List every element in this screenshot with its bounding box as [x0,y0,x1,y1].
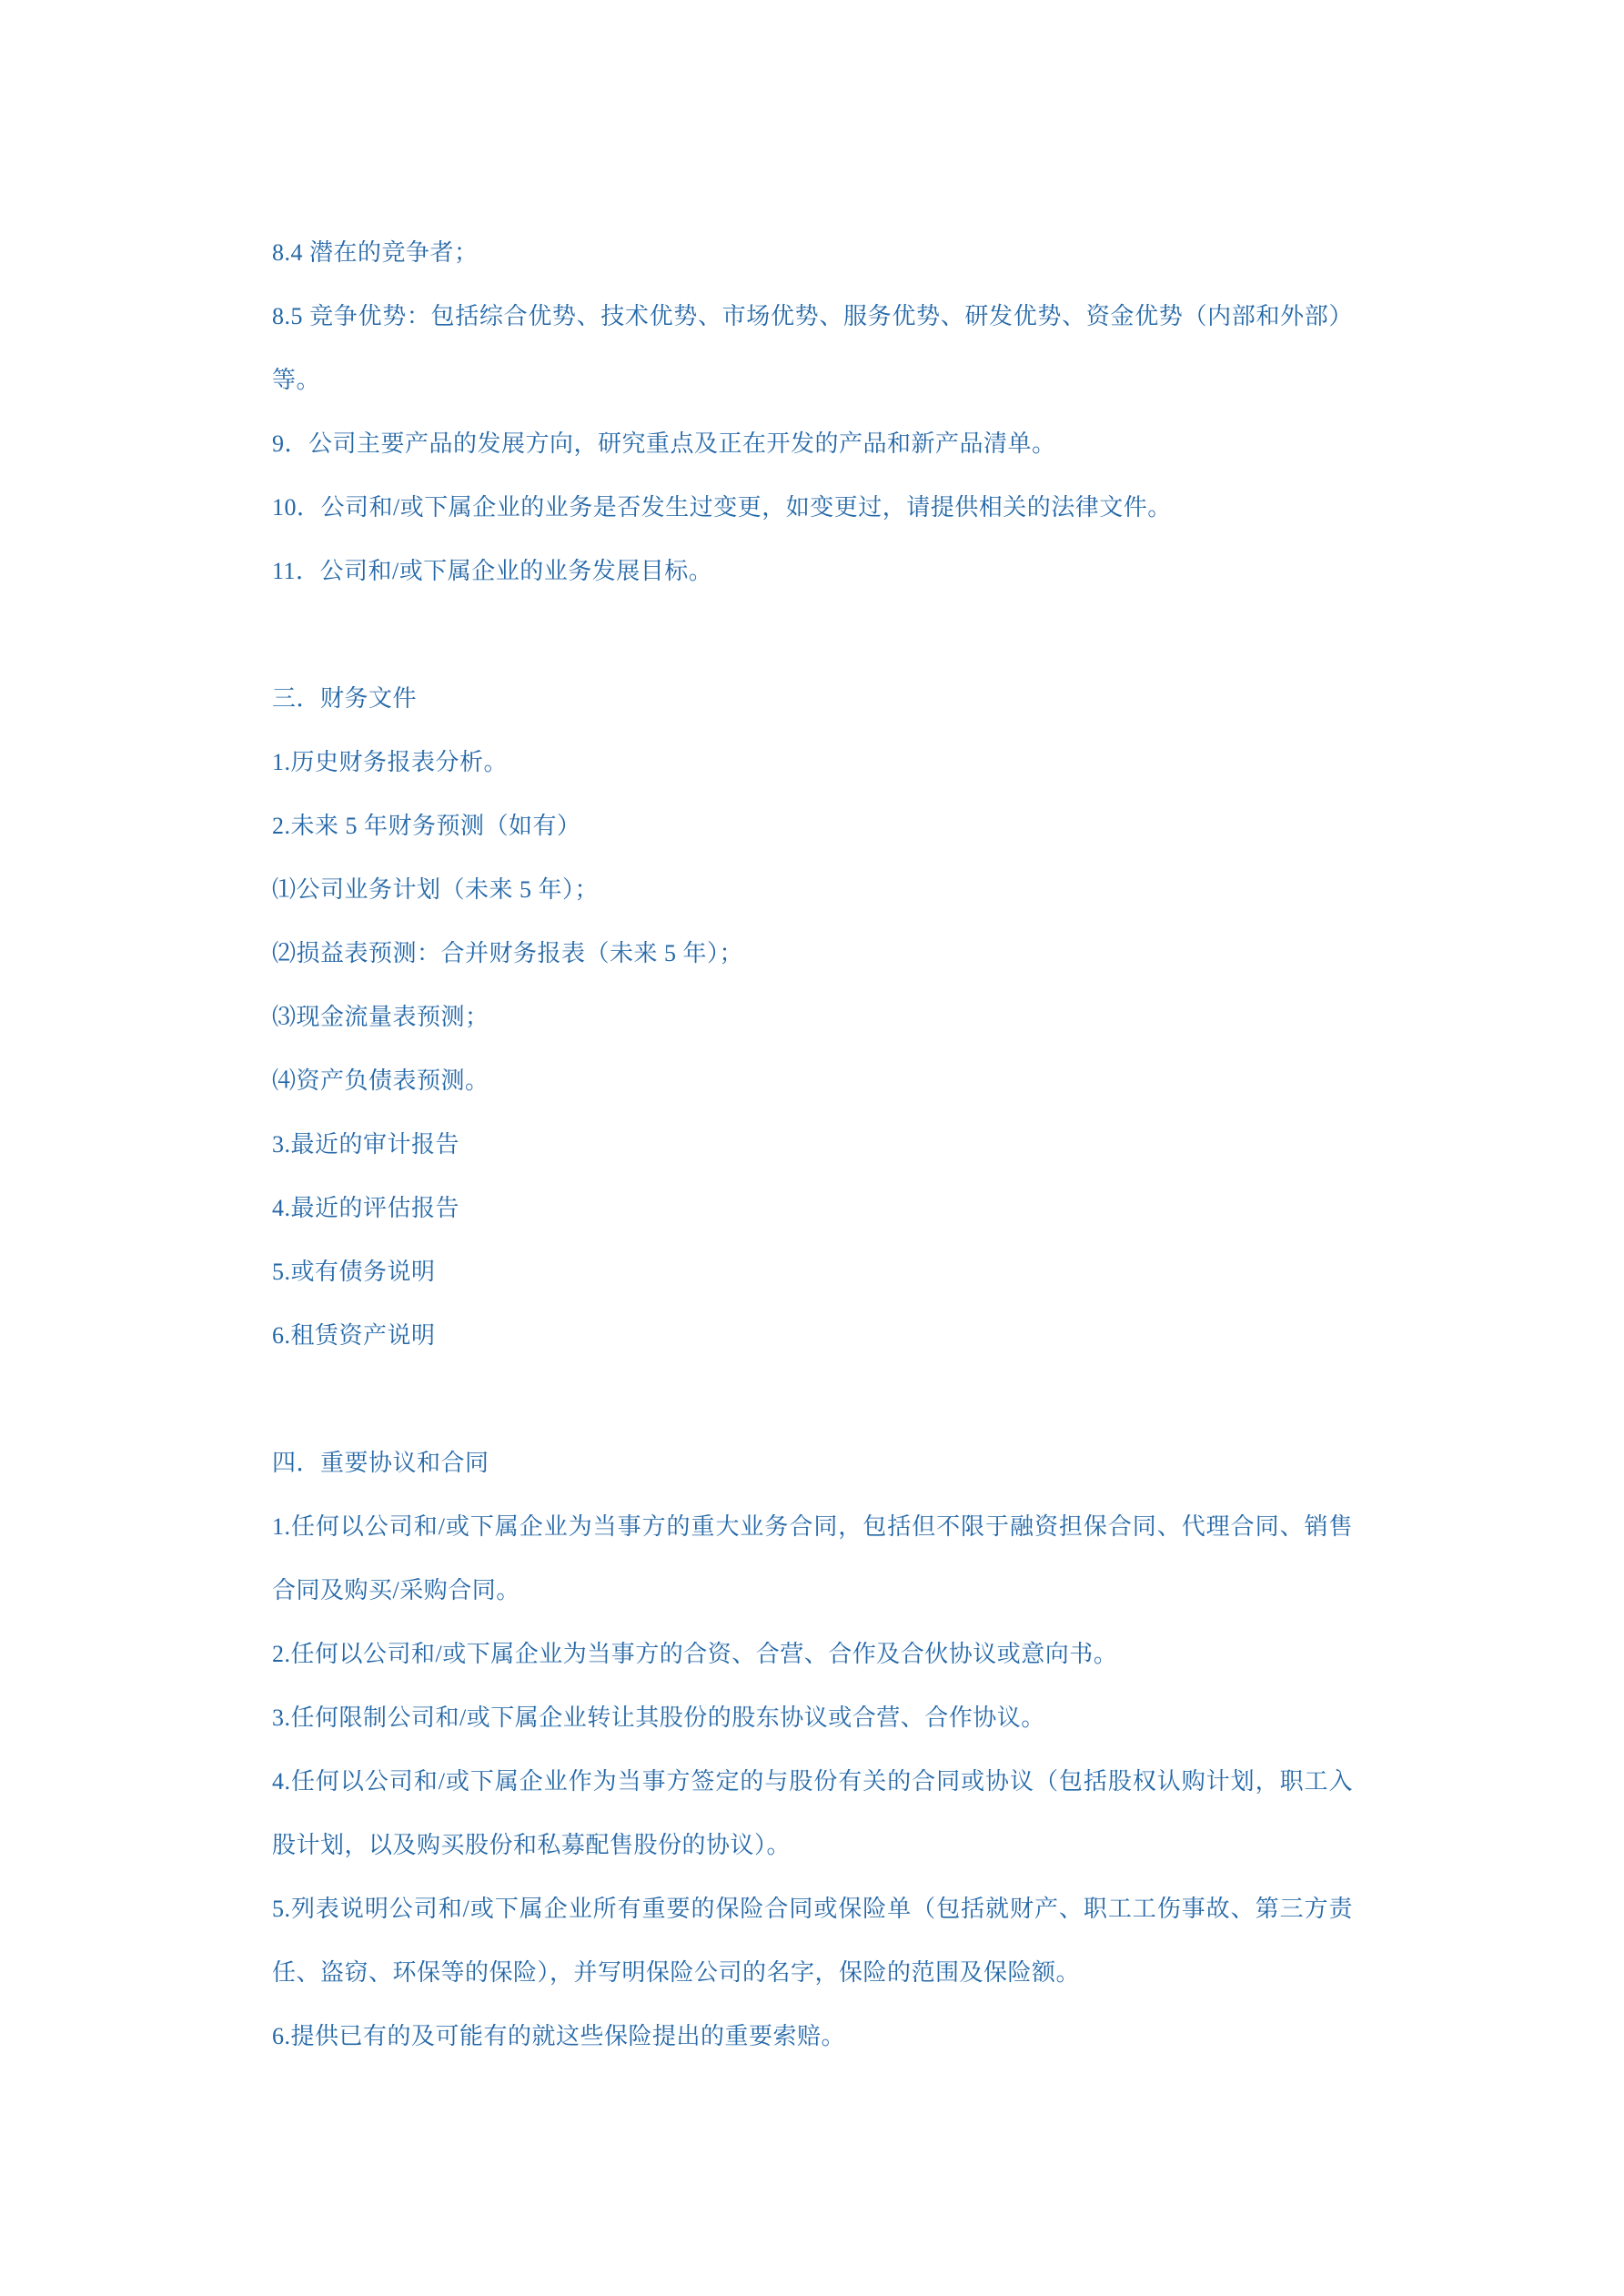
finance-item-6: 6.租赁资产说明 [272,1322,436,1349]
blank-line [272,603,1353,667]
list-item-8-4: 8.4 潜在的竞争者； [272,239,479,266]
finance-item-2-sub-2: ⑵损益表预测：合并财务报表（未来 5 年）； [272,940,744,966]
contracts-item-6: 6.提供已有的及可能有的就这些保险提出的重要索赔。 [272,2023,846,2049]
document-body [272,221,1353,2068]
section-heading-contracts: 四．重要协议和合同 [272,1450,489,1476]
contracts-item-2: 2.任何以公司和/或下属企业为当事方的合资、合营、合作及合伙协议或意向书。 [272,1641,1118,1667]
finance-item-2: 2.未来 5 年财务预测（如有） [272,813,581,839]
section-heading-finance: 三．财务文件 [272,685,418,712]
list-item-11: 11．公司和/或下属企业的业务发展目标。 [272,558,713,584]
list-item-9: 9．公司主要产品的发展方向，研究重点及正在开发的产品和新产品清单。 [272,430,1056,457]
finance-item-4: 4.最近的评估报告 [272,1195,460,1221]
list-item-10: 10．公司和/或下属企业的业务是否发生过变更，如变更过，请提供相关的法律文件。 [272,494,1172,521]
finance-item-2-sub-4: ⑷资产负债表预测。 [272,1067,489,1094]
contracts-item-5: 5.列表说明公司和/或下属企业所有重要的保险合同或保险单（包括就财产、职工工伤事故、第三方责任、盗窃、环保等的保险），并写明保险公司的名字，保险的范围及保险额。 [272,1896,1353,1986]
finance-item-5: 5.或有债务说明 [272,1259,436,1285]
list-item-8-5: 8.5 竞争优势：包括综合优势、技术优势、市场优势、服务优势、研发优势、资金优势（内部和外部）等。 [272,303,1353,393]
finance-item-1: 1.历史财务报表分析。 [272,749,509,775]
finance-item-2-sub-3: ⑶现金流量表预测； [272,1004,489,1030]
blank-line [272,1368,1353,1431]
contracts-item-4: 4.任何以公司和/或下属企业作为当事方签定的与股份有关的合同或协议（包括股权认购计划，职工入股计划，以及购买股份和私募配售股份的协议）。 [272,1768,1353,1858]
finance-item-2-sub-1: ⑴公司业务计划（未来 5 年）； [272,876,600,903]
finance-item-3: 3.最近的审计报告 [272,1131,460,1158]
contracts-item-1: 1.任何以公司和/或下属企业为当事方的重大业务合同，包括但不限于融资担保合同、代理合同、销售合同及购买/采购合同。 [272,1513,1353,1603]
contracts-item-3: 3.任何限制公司和/或下属企业转让其股份的股东协议或合营、合作协议。 [272,1704,1045,1731]
